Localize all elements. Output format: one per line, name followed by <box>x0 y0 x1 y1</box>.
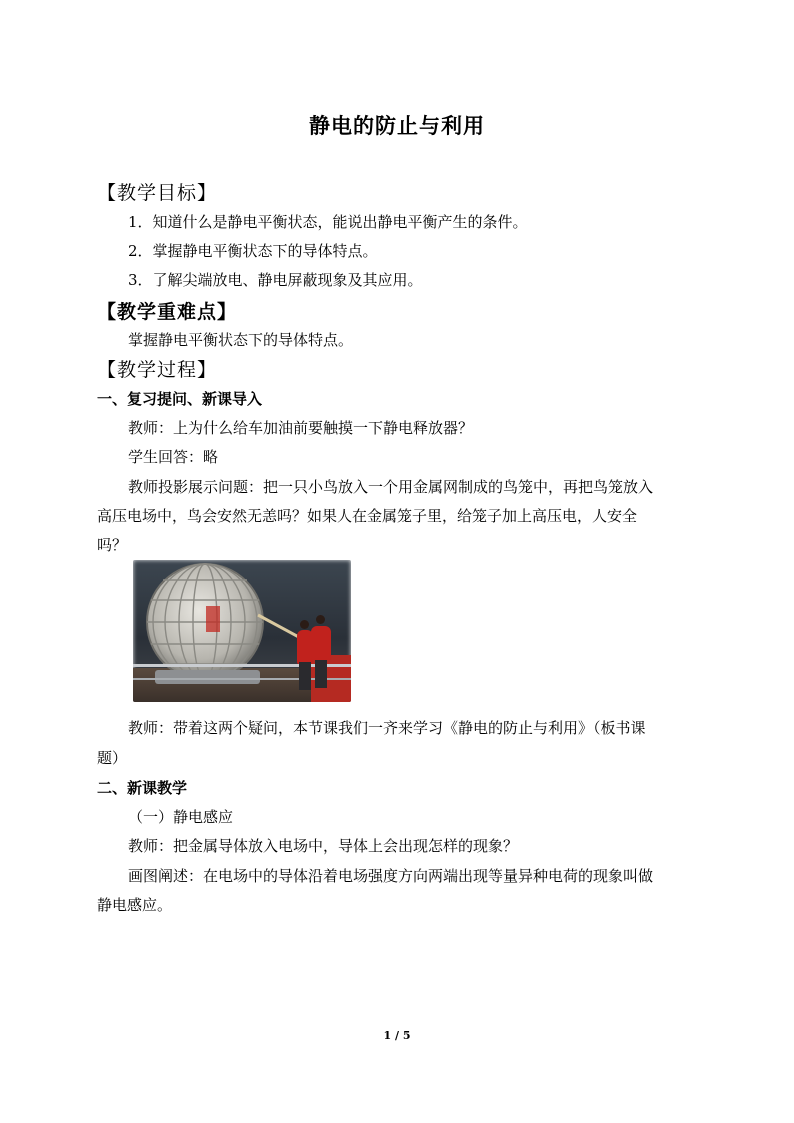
part1-line-1: 教师：上为什么给车加油前要触摸一下静电释放器？ <box>128 419 474 437</box>
goal-item-1: 1．知道什么是静电平衡状态，能说出静电平衡产生的条件。 <box>128 213 528 231</box>
person-1-legs <box>299 662 311 690</box>
part1-after-image-line-1: 教师：带着这两个疑问，本节课我们一齐来学习《静电的防止与利用》（板书课 <box>128 719 646 737</box>
part2-line-2: 画图阐述：在电场中的导体沿着电场强度方向两端出现等量异种电荷的现象叫做 <box>128 867 654 885</box>
person-1-head <box>300 620 309 629</box>
part1-line-4: 高压电场中，鸟会安然无恙吗？如果人在金属笼子里，给笼子加上高压电，人安全 <box>97 507 638 525</box>
process-heading: 【教学过程】 <box>97 359 218 381</box>
part1-line-3: 教师投影展示问题：把一只小鸟放入一个用金属网制成的鸟笼中，再把鸟笼放入 <box>128 478 654 496</box>
key-points-heading: 【教学重难点】 <box>97 301 238 323</box>
part1-after-image-line-2: 题） <box>97 749 128 767</box>
part2-heading: 二、新课教学 <box>97 779 188 797</box>
goals-heading: 【教学目标】 <box>97 182 218 204</box>
person-2-head <box>316 615 325 624</box>
faraday-cage-photo <box>133 560 351 702</box>
key-points-text: 掌握静电平衡状态下的导体特点。 <box>128 331 354 349</box>
part1-line-2: 学生回答：略 <box>128 448 219 466</box>
page-number: 1 / 5 <box>383 1029 411 1042</box>
goal-item-2: 2．掌握静电平衡状态下的导体特点。 <box>128 242 378 260</box>
person-2 <box>311 626 331 660</box>
cage-base <box>155 670 260 684</box>
goal-item-3: 3．了解尖端放电、静电屏蔽现象及其应用。 <box>128 271 423 289</box>
page-title: 静电的防止与利用 <box>309 113 485 138</box>
part2-line-1: 教师：把金属导体放入电场中，导体上会出现怎样的现象？ <box>128 837 519 855</box>
part1-line-5: 吗？ <box>97 536 128 554</box>
part1-heading: 一、复习提问、新课导入 <box>97 390 263 408</box>
part2-line-3: 静电感应。 <box>97 896 173 914</box>
part2-subheading: （一）静电感应 <box>128 808 234 826</box>
person-2-legs <box>315 660 327 688</box>
